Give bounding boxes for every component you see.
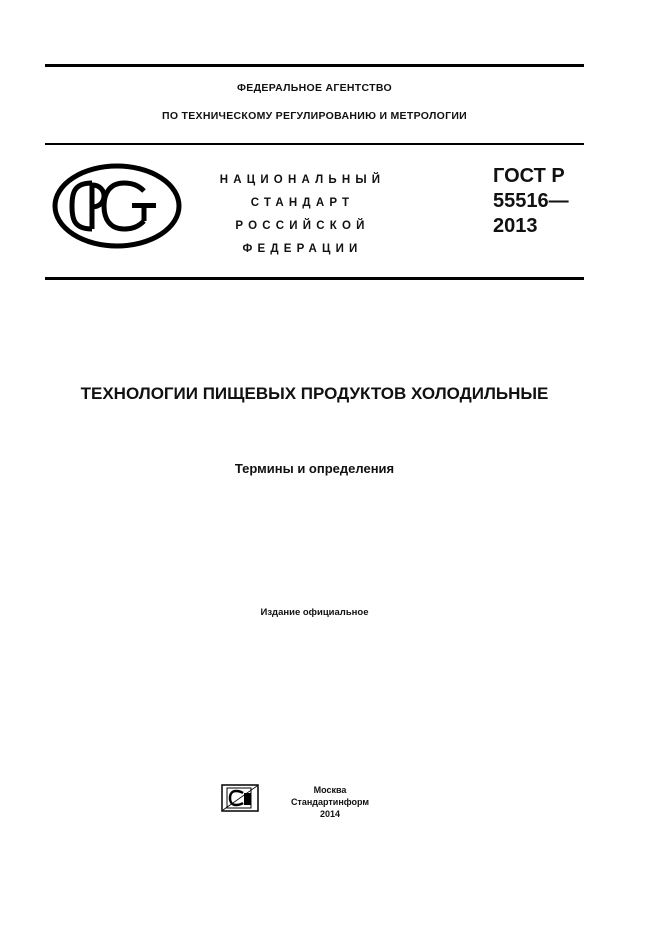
agency-name-line1: ФЕДЕРАЛЬНОЕ АГЕНТСТВО (237, 82, 392, 94)
national-standard-line4: ФЕДЕРАЦИИ (242, 243, 363, 255)
agency-name-line2: ПО ТЕХНИЧЕСКОМУ РЕГУЛИРОВАНИЮ И МЕТРОЛОГИИ (161, 110, 468, 122)
document-title: ТЕХНОЛОГИИ ПИЩЕВЫХ ПРОДУКТОВ ХОЛОДИЛЬНЫЕ (80, 384, 549, 403)
document-subtitle: Термины и определения (234, 461, 395, 476)
gost-line1: ГОСТ Р (493, 165, 565, 187)
edition-label: Издание официальное (260, 607, 369, 618)
national-standard-line1: НАЦИОНАЛЬНЫЙ (219, 174, 386, 186)
gost-line2: 55516— (493, 190, 569, 212)
publication-year: 2014 (319, 809, 341, 819)
publisher-name: Стандартинформ (290, 797, 370, 807)
national-standard-line2: СТАНДАРТ (250, 197, 355, 209)
gost-number (493, 164, 569, 239)
national-standard-label (195, 172, 410, 264)
national-standard-line3: РОССИЙСКОЙ (235, 220, 370, 232)
bottom-rule (45, 277, 584, 280)
standartinform-logo-icon (221, 784, 259, 812)
middle-rule (45, 143, 584, 145)
gost-line3: 2013 (493, 215, 538, 237)
top-rule (45, 64, 584, 67)
publisher-city: Москва (313, 785, 347, 795)
rst-certification-logo-icon (52, 163, 182, 249)
